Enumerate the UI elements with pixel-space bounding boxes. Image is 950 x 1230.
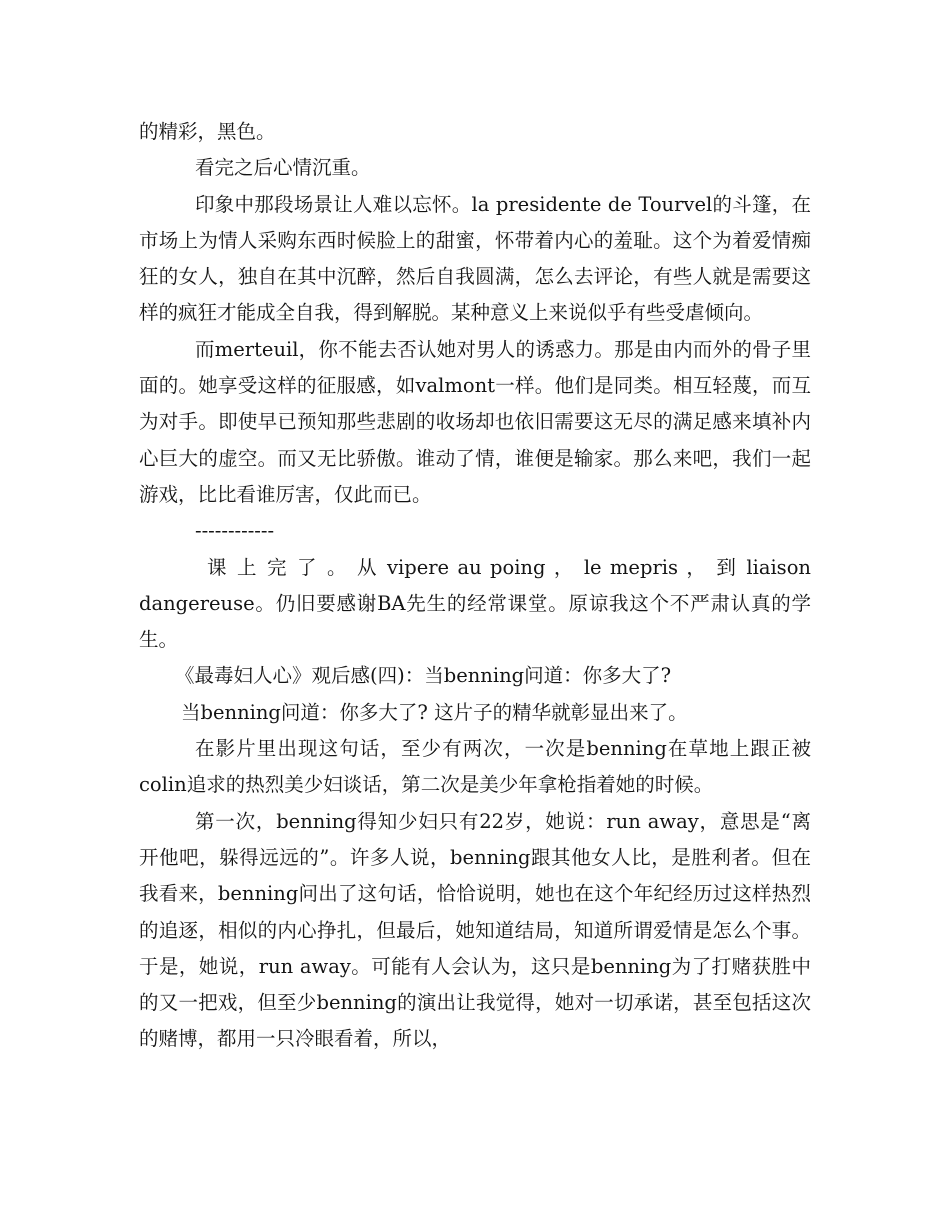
paragraph: 而merteuil，你不能去否认她对男人的诱惑力。那是由内而外的骨子里面的。她享受这样的征服感，如valmont一样。他们是同类。相互轻蔑，而互为对手。即使早已预知那些悲剧的收场却也依旧需要这无尽的满足感来填补内心巨大的虚空。而又无比骄傲。谁动了情，谁便是输家。那么来吧，我们一起游戏，比比看谁厉害，仅此而已。 (139, 337, 811, 506)
paragraph: 当benning问道：你多大了? 这片子的精华就彰显出来了。 (181, 700, 688, 724)
separator-line: ------------ (195, 519, 275, 543)
paragraph: 在影片里出现这句话，至少有两次，一次是benning在草地上跟正被colin追求的热烈美少妇谈话，第二次是美少年拿枪指着她的时候。 (139, 737, 811, 797)
document-body (139, 114, 811, 1058)
paragraph: 印象中那段场景让人难以忘怀。la presidente de Tourvel的斗篷，在市场上为情人采购东西时候脸上的甜蜜，怀带着内心的羞耻。这个为着爱情痴狂的女人，独自在其中沉醉，然后自我圆满，怎么去评论，有些人就是需要这样的疯狂才能成全自我，得到解脱。某种意义上来说似乎有些受虐倾向。 (139, 192, 811, 325)
paragraph-continuation: 的精彩，黑色。 (139, 120, 276, 143)
paragraph: 第一次，benning得知少妇只有22岁，她说：run away，意思是“离开他吧，躲得远远的”。许多人说，benning跟其他女人比，是胜利者。但在我看来，benning问出了这句话，恰恰说明，她也在这个年纪经历过这样热烈的追逐，相似的内心挣扎，但最后，她知道结局，知道所谓爱情是怎么个事。于是，她说，run away。可能有人会认为，这只是benning为了打赌获胜中的又一把戏，但至少benning的演出让我觉得，她对一切承诺，甚至包括这次的赌博，都用一只冷眼看着，所以， (139, 809, 811, 1051)
section-heading: 《最毒妇人心》观后感(四)：当benning问道：你多大了? (175, 664, 672, 688)
paragraph: 课 上 完 了 。 从 vipere au poing ， le mepris ， 到 liaison dangereuse。仍旧要感谢BA先生的经常课堂。原谅我这个不严肃认真的学生。 (139, 555, 811, 652)
paragraph: 看完之后心情沉重。 (195, 156, 371, 180)
